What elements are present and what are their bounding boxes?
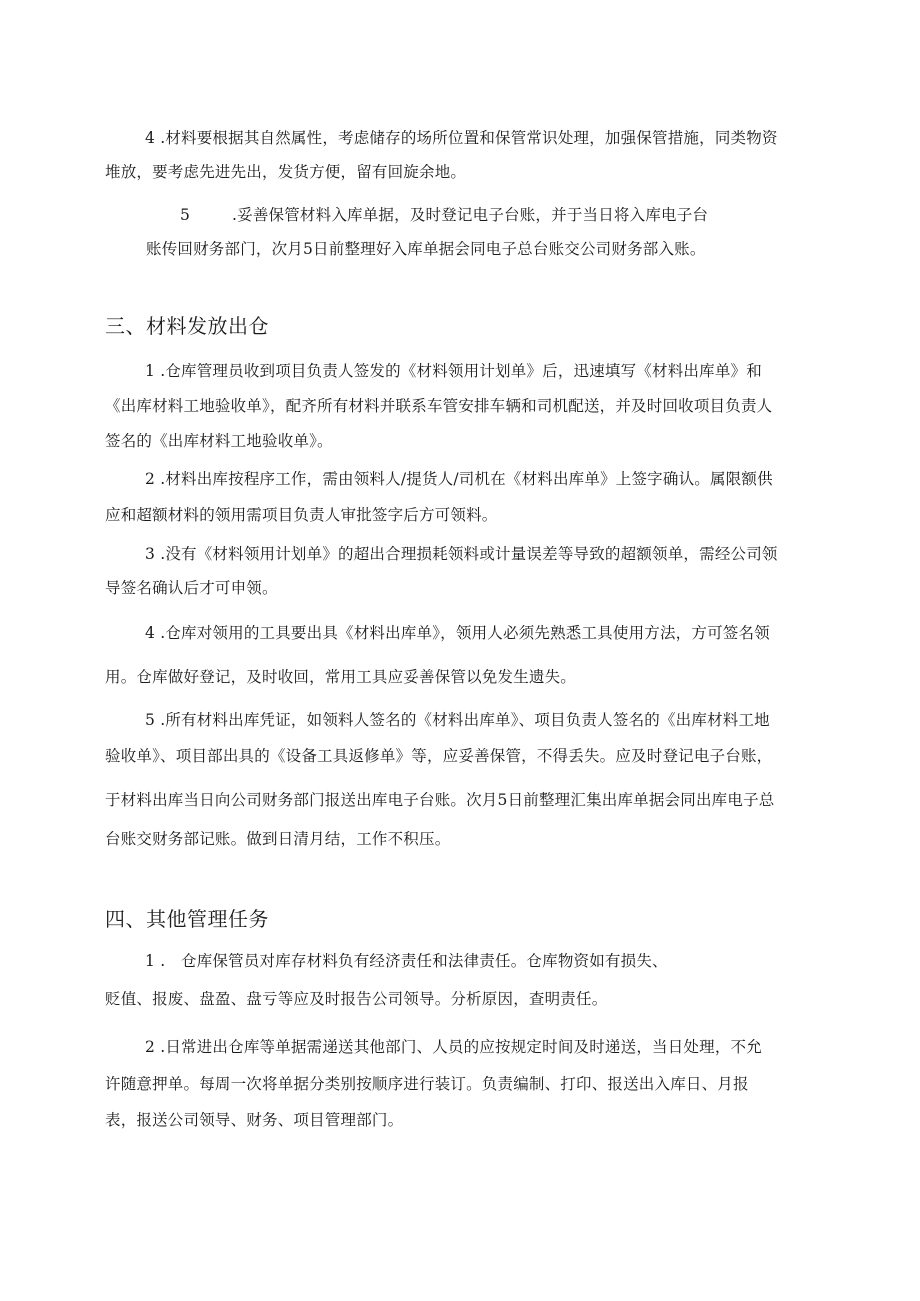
section3-item-4-line-1: 4 .仓库对领用的工具要出具《材料出库单》，领用人必须先熟悉工具使用方法，方可签名领	[145, 624, 770, 642]
section3-item-5-line-4: 台账交财务部记账。做到日清月结，工作不积压。	[105, 830, 451, 848]
section3-item-5-line-3: 于材料出库当日向公司财务部门报送出库电子台账。次月5日前整理汇集出库单据会同出库电子总	[105, 791, 775, 809]
section4-item-2-line-3: 表，报送公司领导、财务、项目管理部门。	[105, 1111, 404, 1129]
section3-item-2-line-1: 2 .材料出库按程序工作，需由领料人/提货人/司机在《材料出库单》上签字确认。属限额供	[145, 470, 773, 488]
section3-item-3-line-2: 导签名确认后才可申领。	[105, 579, 278, 597]
item-number: 3	[145, 545, 156, 563]
item-number: 2	[145, 470, 156, 488]
section3-item-3-line-1: 3 .没有《材料领用计划单》的超出合理损耗领料或计量误差等导致的超额领单，需经公司领	[145, 545, 778, 563]
paragraph-item-4-line-2: 堆放，要考虑先进先出，发货方便，留有回旋余地。	[105, 163, 467, 181]
section-heading-4: 四、其他管理任务	[105, 907, 269, 931]
section3-item-2-line-2: 应和超额材料的领用需项目负责人审批签字后方可领料。	[105, 506, 498, 524]
item-number: 1	[145, 952, 156, 970]
item-number: 4	[145, 624, 156, 642]
section3-item-4-line-2: 用。仓库做好登记，及时收回，常用工具应妥善保管以免发生遗失。	[105, 668, 577, 686]
item-number: 5	[145, 711, 156, 729]
item-number: 5	[180, 206, 191, 224]
item-number: 4	[145, 129, 156, 147]
section4-item-2-line-1: 2 .日常进出仓库等单据需递送其他部门、人员的应按规定时间及时递送，当日处理，不允	[145, 1038, 762, 1056]
section3-item-1-line-1: 1 .仓库管理员收到项目负责人签发的《材料领用计划单》后，迅速填写《材料出库单》和	[145, 362, 762, 380]
section3-item-1-line-3: 签名的《出库材料工地验收单》。	[105, 432, 333, 450]
section4-item-1-line-2: 贬值、报废、盘盈、盘亏等应及时报告公司领导。分析原因，查明责任。	[105, 990, 608, 1008]
section-heading-3: 三、材料发放出仓	[105, 314, 269, 338]
item-number: 1	[145, 362, 156, 380]
paragraph-item-5-line-1: 5 .妥善保管材料入库单据，及时登记电子台账，并于当日将入库电子台	[180, 206, 709, 224]
item-number: 2	[145, 1038, 156, 1056]
paragraph-item-5-line-2: 账传回财务部门，次月5日前整理好入库单据会同电子总台账交公司财务部入账。	[146, 240, 706, 258]
paragraph-item-4-line-1: 4 .材料要根据其自然属性，考虑储存的场所位置和保管常识处理，加强保管措施，同类物资	[145, 129, 778, 147]
section4-item-2-line-2: 许随意押单。每周一次将单据分类别按顺序进行装订。负责编制、打印、报送出入库日、月报	[105, 1075, 749, 1093]
section3-item-5-line-1: 5 .所有材料出库凭证，如领料人签名的《材料出库单》、项目负责人签名的《出库材料工地	[145, 711, 770, 729]
section4-item-1-line-1: 1 . 仓库保管员对库存材料负有经济责任和法律责任。仓库物资如有损失、	[145, 952, 668, 970]
section3-item-5-line-2: 验收单》、项目部出具的《设备工具返修单》等，应妥善保管，不得丢失。应及时登记电子台账，	[105, 747, 773, 765]
section3-item-1-line-2: 《出库材料工地验收单》，配齐所有材料并联系车管安排车辆和司机配送，并及时回收项目负责人	[105, 397, 773, 415]
